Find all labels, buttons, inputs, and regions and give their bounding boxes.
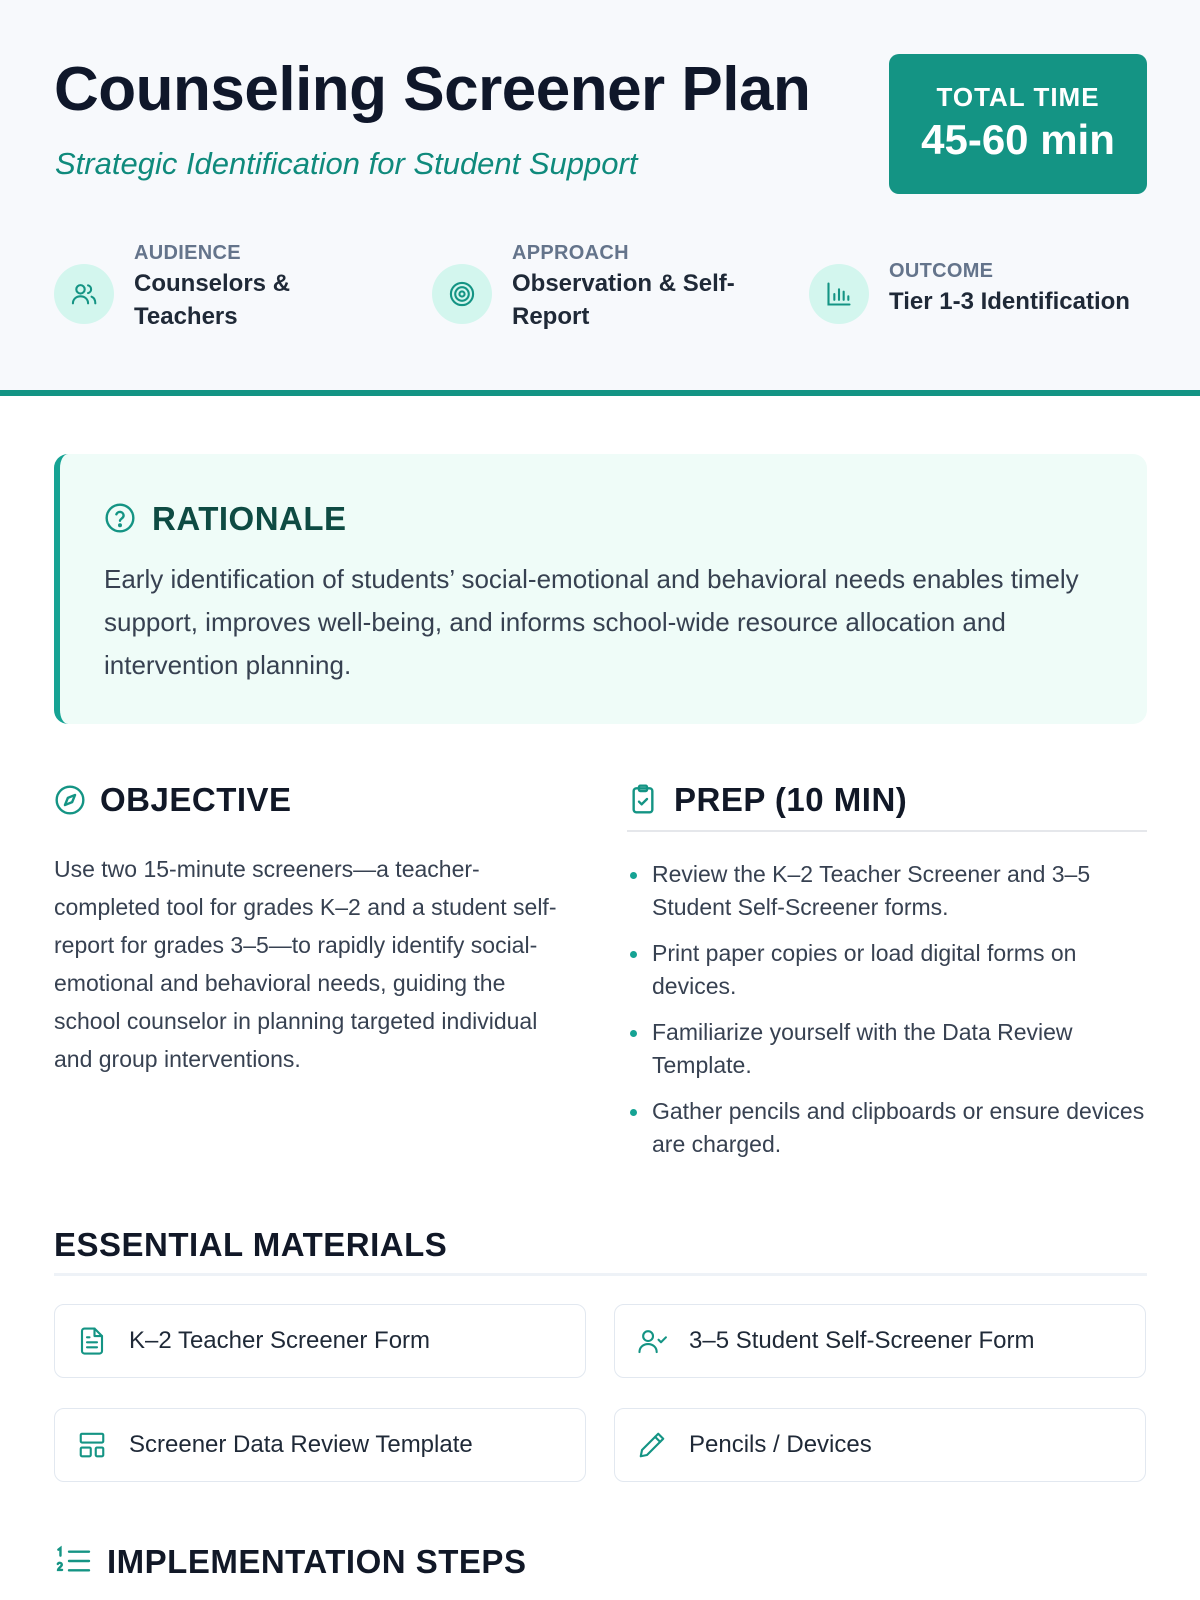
pencil-icon: [637, 1430, 667, 1460]
total-time-badge: [889, 54, 1147, 194]
prep-title: PREP (10 MIN): [674, 781, 908, 818]
material-card: [54, 1408, 586, 1482]
materials-title: ESSENTIAL MATERIALS: [54, 1226, 448, 1263]
prep-item: Review the K–2 Teacher Screener and 3–5 Student Self-Screener forms.: [627, 858, 1147, 924]
objective-text: Use two 15-minute screeners—a teacher-completed tool for grades K–2 and a student self-report for grades 3–5—to rapidly identify social-emotional and behavioral needs, guiding the school counselor in planning targeted individual and group interventions.: [54, 856, 557, 1072]
material-label: 3–5 Student Self-Screener Form: [689, 1327, 1035, 1354]
document-icon: [77, 1326, 107, 1356]
material-label: Screener Data Review Template: [129, 1431, 473, 1458]
material-label: K–2 Teacher Screener Form: [129, 1327, 431, 1354]
rationale-callout: [54, 454, 1147, 724]
meta-label: OUTCOME: [889, 260, 994, 282]
prep-list: [627, 858, 1147, 1174]
header: [0, 0, 1200, 396]
user-check-icon: [637, 1326, 669, 1356]
meta-label: AUDIENCE: [134, 242, 241, 264]
bar-chart-icon: [809, 264, 869, 324]
meta-value: Tier 1-3 Identification: [889, 288, 1130, 315]
material-card: [614, 1408, 1146, 1482]
meta-value: Counselors & Teachers: [134, 270, 291, 330]
clipboard-check-icon: [627, 783, 659, 815]
prep-item: Print paper copies or load digital forms on devices.: [627, 937, 1147, 1003]
page-subtitle: Strategic Identification for Student Support: [55, 146, 638, 181]
material-card: [614, 1304, 1146, 1378]
meta-value: Observation & Self-Report: [512, 270, 735, 330]
page-title: Counseling Screener Plan: [54, 55, 811, 124]
rationale-title: RATIONALE: [152, 500, 347, 537]
compass-icon: [54, 784, 86, 816]
prep-item: Gather pencils and clipboards or ensure devices are charged.: [627, 1095, 1147, 1161]
total-time-label: TOTAL TIME: [936, 82, 1100, 112]
layout-icon: [77, 1430, 107, 1460]
divider: [627, 830, 1147, 832]
help-circle-icon: [104, 502, 136, 534]
divider: [54, 1273, 1147, 1276]
objective-title: OBJECTIVE: [100, 781, 292, 818]
prep-item: Familiarize yourself with the Data Review Template.: [627, 1016, 1147, 1082]
target-icon: [432, 264, 492, 324]
material-card: [54, 1304, 586, 1378]
numbered-list-icon: [54, 1545, 92, 1577]
users-icon: [54, 264, 114, 324]
meta-label: APPROACH: [512, 242, 629, 264]
total-time-value: 45-60 min: [921, 116, 1115, 163]
rationale-text: Early identification of students’ social-emotional and behavioral needs enables timely support, improves well-being, and informs school-wide resource allocation and intervention planning.: [104, 564, 1079, 680]
material-label: Pencils / Devices: [689, 1431, 872, 1458]
steps-title: IMPLEMENTATION STEPS: [107, 1543, 527, 1580]
